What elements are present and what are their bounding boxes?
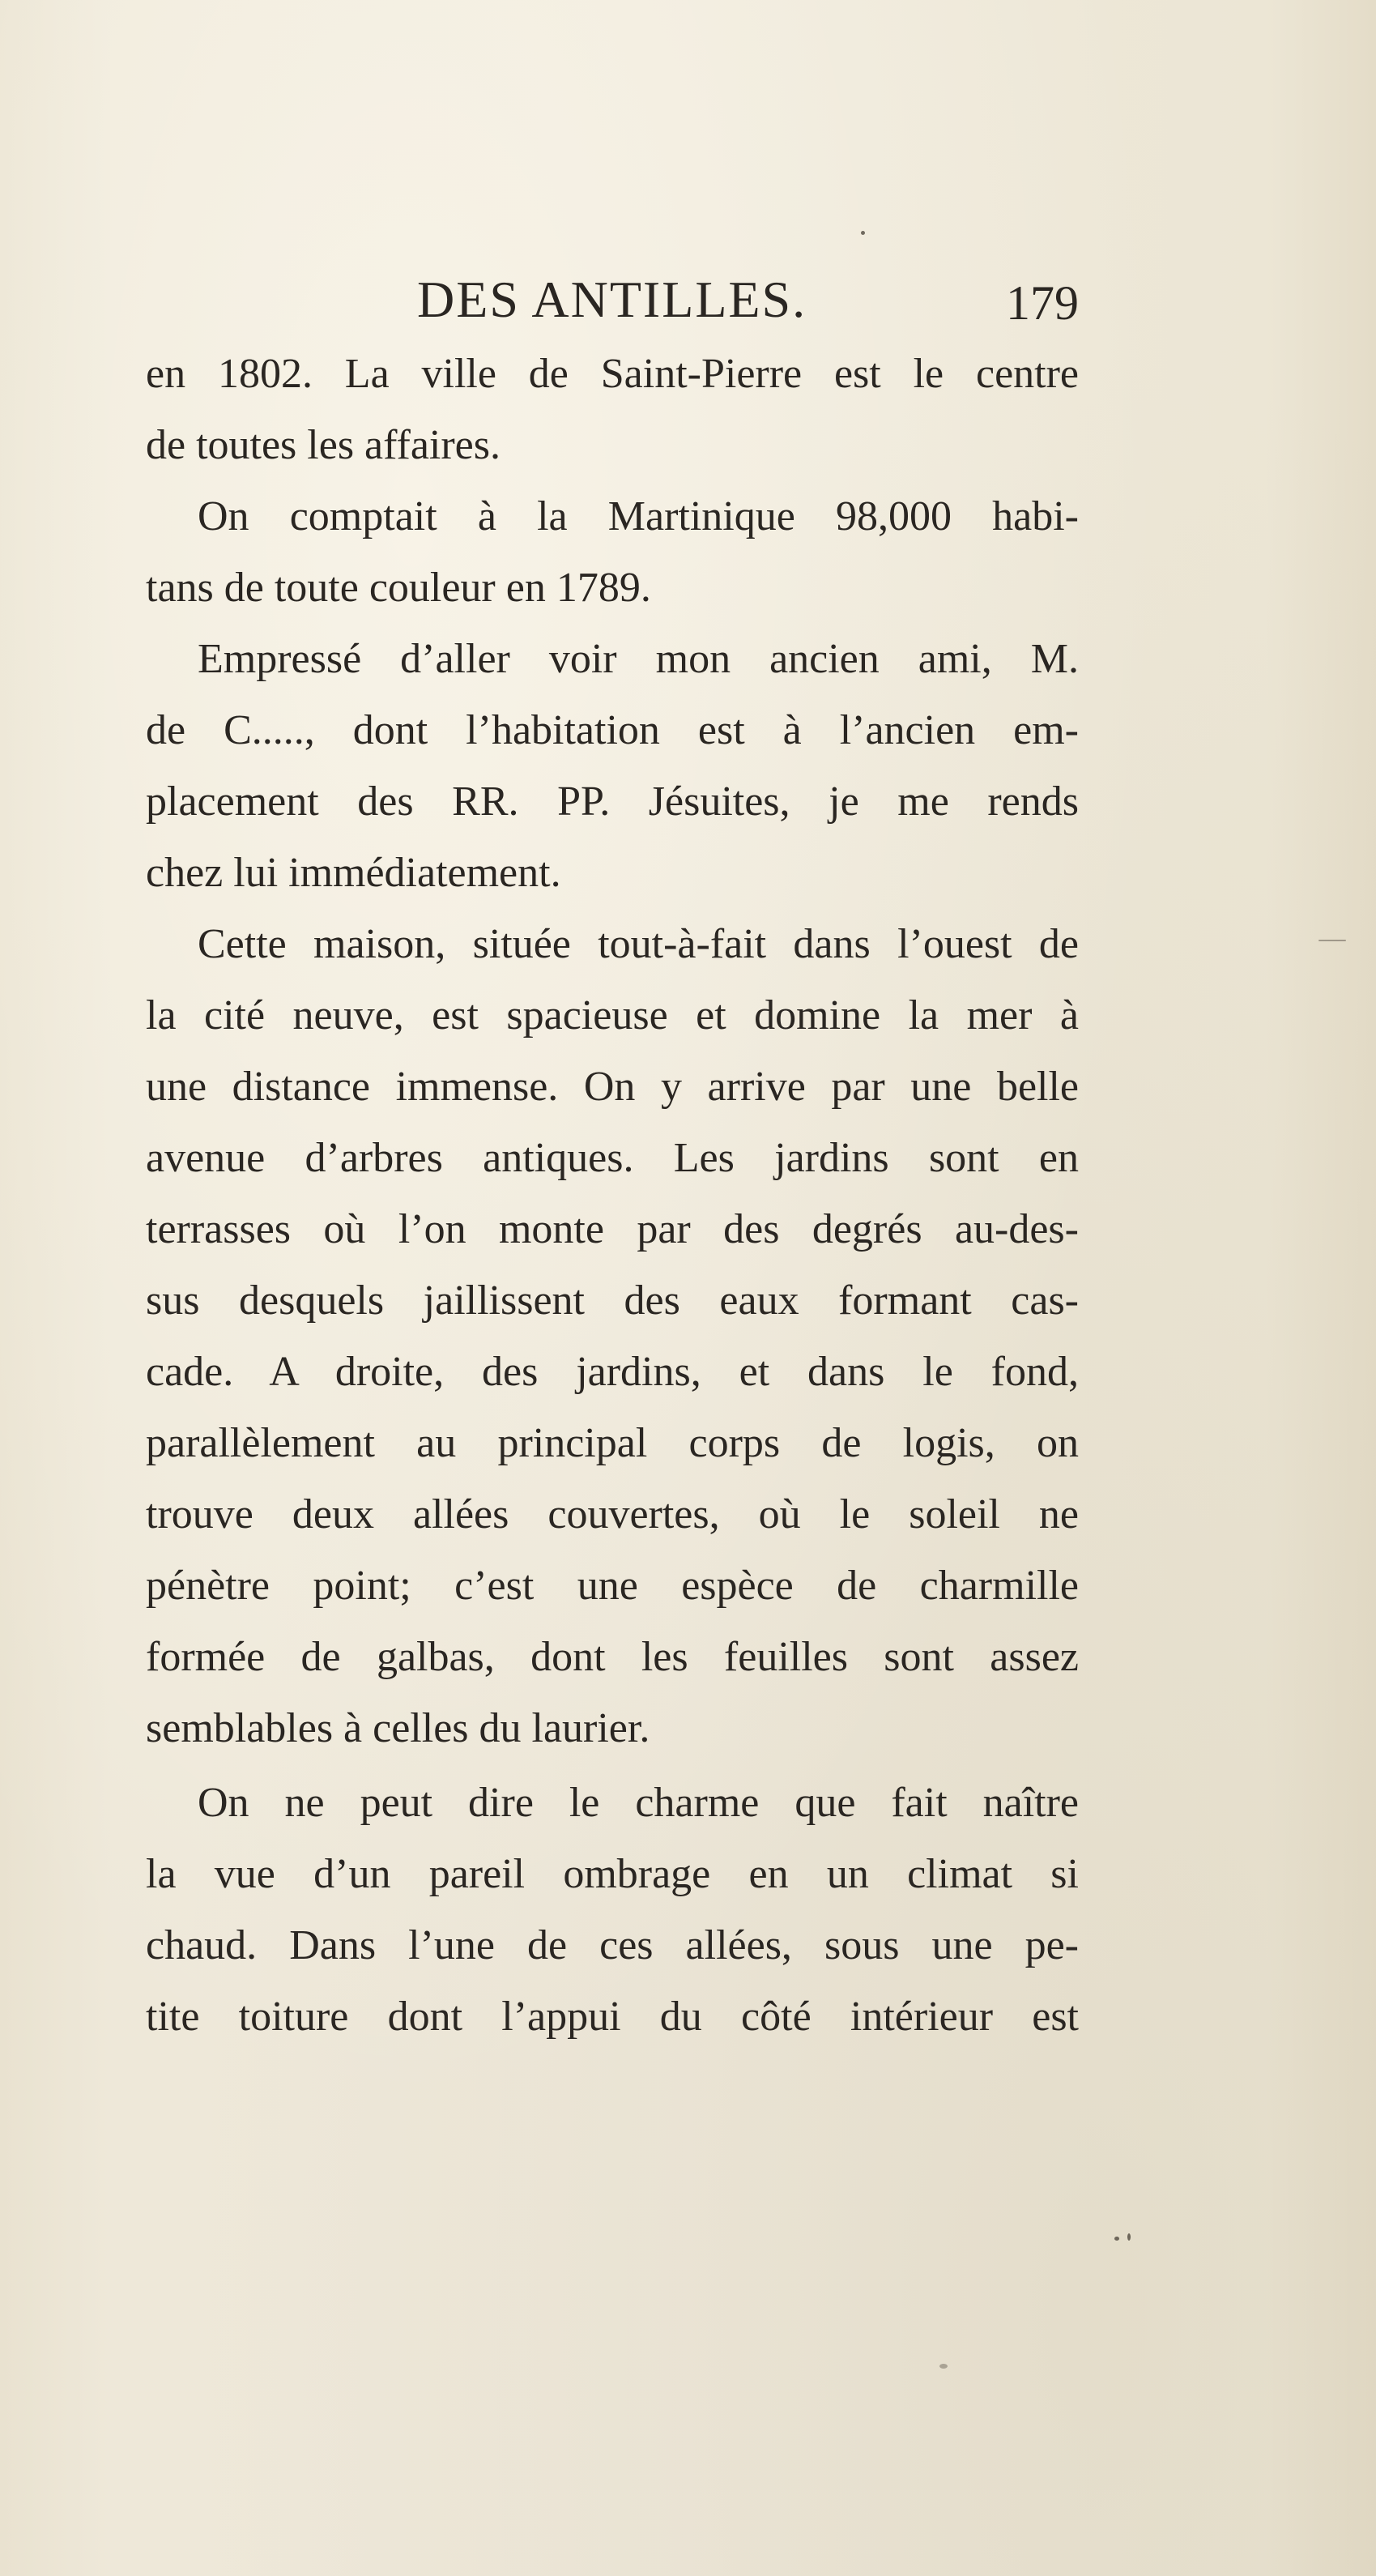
paper-speck <box>1114 2237 1119 2241</box>
text-line: tite toiture dont l’appui du côté intérieur est <box>146 1994 1079 2040</box>
text-line: trouve deux allées couvertes, où le soleil ne <box>146 1491 1079 1537</box>
text-line: chaud. Dans l’une de ces allées, sous une pe- <box>146 1922 1079 1968</box>
paragraph-first-line: On comptait à la Martinique 98,000 habi- <box>198 493 1079 540</box>
text-line: placement des RR. PP. Jésuites, je me rends <box>146 778 1079 825</box>
text-line: chez lui immédiatement. <box>146 850 561 896</box>
paragraph-first-line: On ne peut dire le charme que fait naître <box>198 1780 1079 1826</box>
text-line: tans de toute couleur en 1789. <box>146 565 651 611</box>
text-line: en 1802. La ville de Saint-Pierre est le centre <box>146 351 1079 397</box>
paper-speck <box>861 231 865 235</box>
body-text <box>146 339 1079 2053</box>
text-line: la vue d’un pareil ombrage en un climat si <box>146 1851 1079 1897</box>
text-line: parallèlement au principal corps de logis, on <box>146 1420 1079 1466</box>
text-line: de C....., dont l’habitation est à l’ancien em- <box>146 707 1079 753</box>
page-header <box>146 267 1079 332</box>
paragraph-first-line: Empressé d’aller voir mon ancien ami, M. <box>198 636 1079 682</box>
text-line: semblables à celles du laurier. <box>146 1705 650 1751</box>
running-head: DES ANTILLES. <box>417 271 807 328</box>
text-line: formée de galbas, dont les feuilles sont assez <box>146 1634 1079 1680</box>
text-line: pénètre point; c’est une espèce de charmille <box>146 1563 1079 1609</box>
text-line: terrasses où l’on monte par des degrés au-des- <box>146 1206 1079 1252</box>
page-number: 179 <box>1006 276 1079 330</box>
text-line: sus desquels jaillissent des eaux formant cas- <box>146 1277 1079 1324</box>
paper-speck <box>1127 2233 1131 2241</box>
text-line: avenue d’arbres antiques. Les jardins sont en <box>146 1135 1079 1181</box>
paper-speck <box>939 2364 948 2369</box>
text-line: de toutes les affaires. <box>146 422 501 468</box>
text-line: la cité neuve, est spacieuse et domine la mer à <box>146 992 1079 1039</box>
paragraph-first-line: Cette maison, située tout-à-fait dans l’ouest de <box>198 921 1079 967</box>
text-line: cade. A droite, des jardins, et dans le fond, <box>146 1349 1079 1395</box>
text-line: une distance immense. On y arrive par une belle <box>146 1064 1079 1110</box>
paper-speck <box>1318 940 1346 941</box>
